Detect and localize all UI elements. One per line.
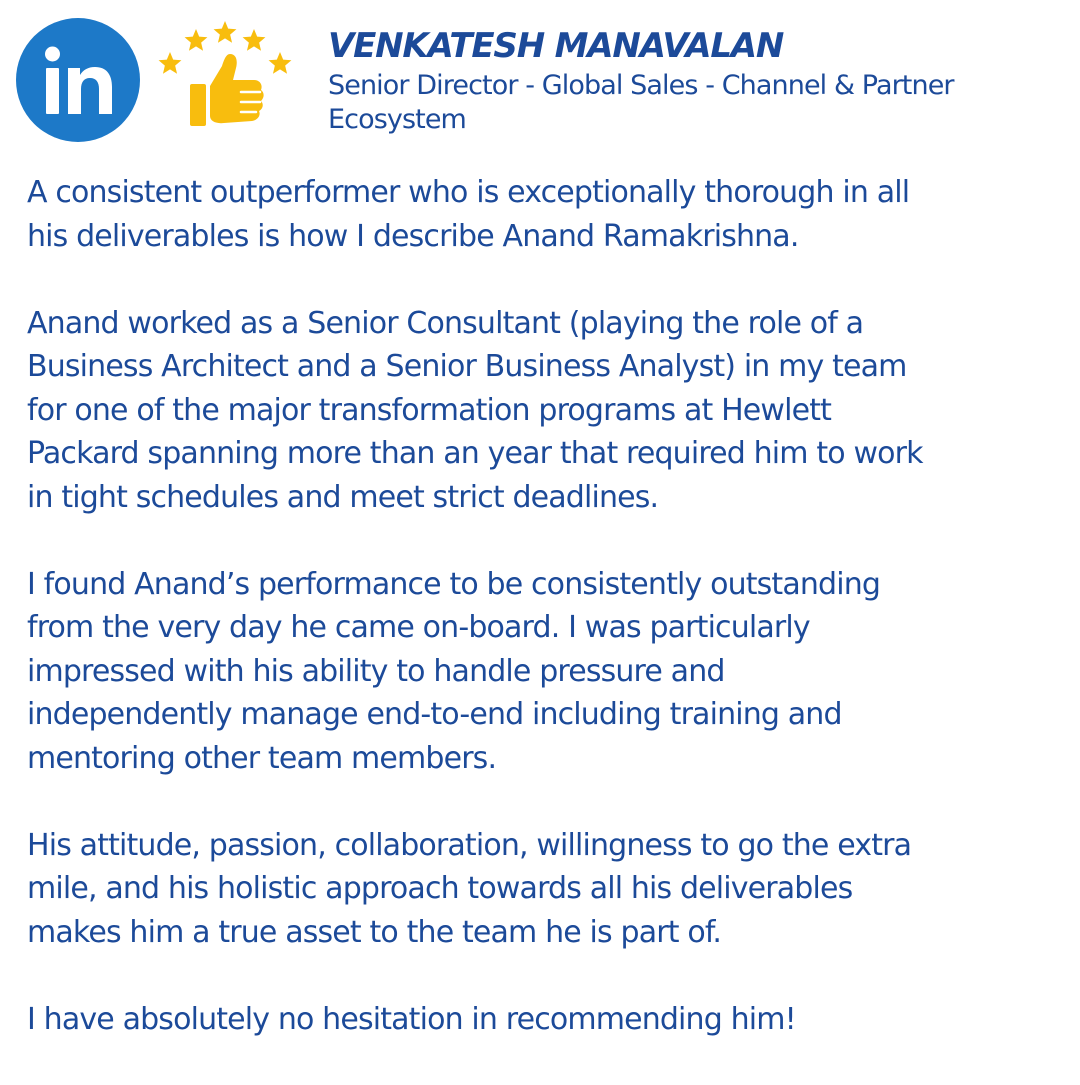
header xyxy=(0,0,1080,160)
star-icon xyxy=(269,52,292,74)
text-line: in tight schedules and meet strict deadlines. xyxy=(27,479,659,515)
star-icon xyxy=(159,52,182,74)
thumbs-up-icon xyxy=(190,54,264,126)
text-line: for one of the major transformation programs at Hewlett xyxy=(27,392,832,428)
text-line: his deliverables is how I describe Anand Ramakrishna. xyxy=(27,218,799,254)
text-line: A consistent outperformer who is exceptionally thorough in all xyxy=(27,175,910,210)
text-line: His attitude, passion, collaboration, willingness to go the extra xyxy=(27,827,912,863)
thumbs-up-with-stars-icon xyxy=(150,14,300,134)
star-icon xyxy=(185,29,208,51)
recommendation-paragraph xyxy=(27,563,1073,781)
text-line: Business Architect and a Senior Business Analyst) in my team xyxy=(27,349,907,384)
star-icon xyxy=(243,29,266,51)
text-line: I found Anand’s performance to be consistently outstanding xyxy=(27,566,881,602)
text-line: I have absolutely no hesitation in recommending him! xyxy=(27,1001,796,1037)
recommendation-text xyxy=(27,171,1073,1085)
text-line: independently manage end-to-end including training and xyxy=(27,697,842,732)
star-icon xyxy=(214,21,237,43)
text-line: mentoring other team members. xyxy=(27,740,497,776)
text-line: Anand worked as a Senior Consultant (playing the role of a xyxy=(27,305,864,341)
linkedin-icon xyxy=(16,18,140,142)
author-title: Senior Director - Global Sales - Channel & Partner Ecosystem xyxy=(328,70,954,135)
recommendation-paragraph xyxy=(27,302,1073,520)
recommendation-paragraph xyxy=(27,998,1073,1042)
recommendation-paragraph xyxy=(27,824,1073,955)
author-name: VENKATESH MANAVALAN xyxy=(328,26,784,66)
text-line: mile, and his holistic approach towards all his deliverables xyxy=(27,871,853,906)
text-line: makes him a true asset to the team he is part of. xyxy=(27,914,722,950)
recommendation-paragraph xyxy=(27,171,1073,258)
text-line: Packard spanning more than an year that required him to work xyxy=(27,436,923,471)
text-line: from the very day he came on-board. I was particularly xyxy=(27,610,810,645)
text-line: impressed with his ability to handle pressure and xyxy=(27,653,725,689)
